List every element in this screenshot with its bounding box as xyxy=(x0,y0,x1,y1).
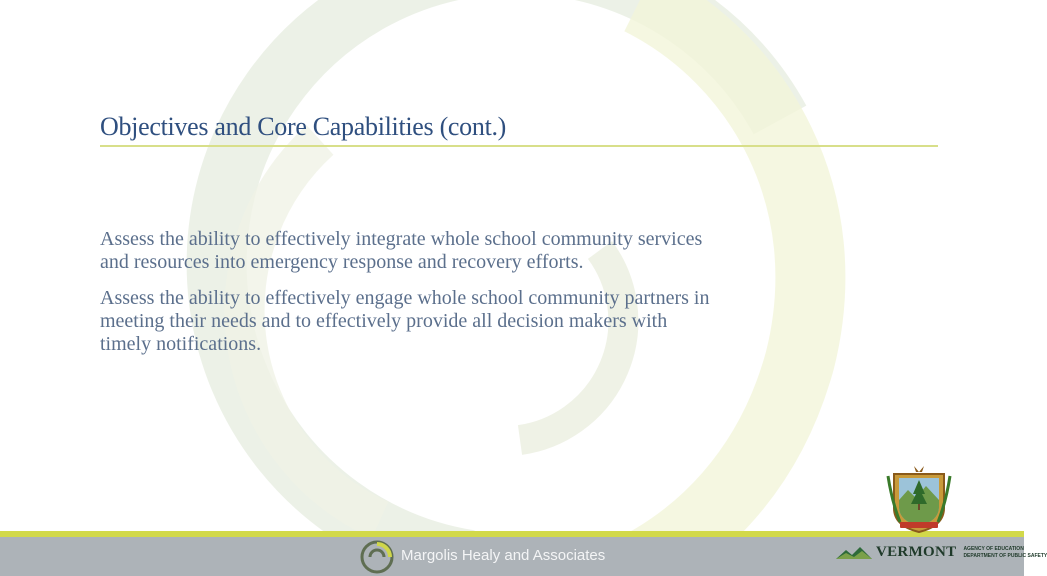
vermont-mountains-icon xyxy=(836,546,872,560)
slide-title: Objectives and Core Capabilities (cont.) xyxy=(100,112,507,141)
vermont-seal-icon xyxy=(886,462,952,534)
vermont-partner-logo xyxy=(836,544,1047,561)
agency-safety-label: DEPARTMENT OF PUBLIC SAFETY xyxy=(963,552,1047,559)
margolis-healy-logo-icon xyxy=(360,540,394,574)
title-divider xyxy=(100,145,938,147)
vermont-agency-names xyxy=(963,546,1047,560)
agency-education-label: AGENCY OF EDUCATION xyxy=(963,545,1024,552)
objective-paragraph: Assess the ability to effectively integrate whole school community services and resources into emergency response and recovery efforts. xyxy=(100,228,703,273)
slide-body xyxy=(100,228,720,369)
vermont-wordmark: VERMONT xyxy=(876,544,957,560)
footer-brand-text: Margolis Healy and Associates xyxy=(401,547,606,564)
objective-paragraph: Assess the ability to effectively engage whole school community partners in meeting their needs and to effectively provide all decision makers with timely notifications. xyxy=(100,287,710,355)
